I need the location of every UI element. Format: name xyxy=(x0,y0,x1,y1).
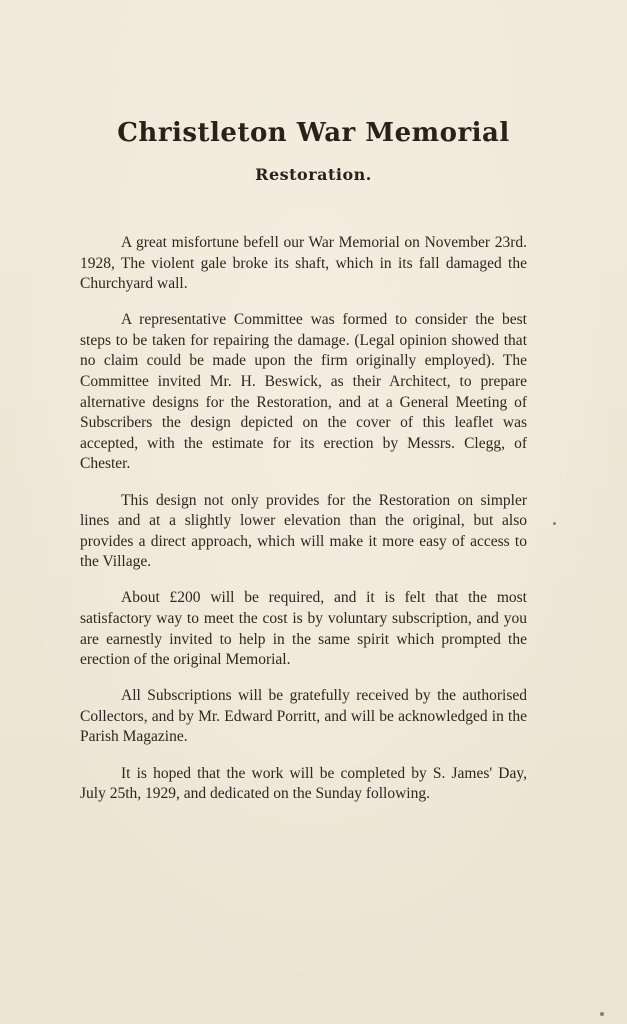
leaflet-body xyxy=(80,233,527,820)
paragraph: It is hoped that the work will be completed by S. James' Day, July 25th, 1929, and dedicated on the Sunday following. xyxy=(80,764,527,803)
paper-speck xyxy=(553,522,556,525)
paragraph: All Subscriptions will be gratefully received by the authorised Collectors, and by Mr. Edward Porritt, and will be acknowledged in the Parish Magazine. xyxy=(80,687,527,746)
paragraph: A representative Committee was formed to consider the best steps to be taken for repairing the damage. (Legal opinion showed that no claim could be made upon the firm originally employed). The Committee invited Mr. H. Beswick, as their Architect, to prepare alternative designs for the Restoration, and at a General Meeting of Subscribers the design depicted on the cover of this leaflet was accepted, with the estimate for its erection by Messrs. Clegg, of Chester. xyxy=(80,311,527,473)
page-title: Christleton War Memorial xyxy=(117,118,510,148)
paper-speck xyxy=(600,1012,604,1016)
paragraph: This design not only provides for the Restoration on simpler lines and at a slightly lower elevation than the original, but also provides a direct approach, which will make it more easy of access to the Village. xyxy=(80,491,527,571)
page-subtitle: Restoration. xyxy=(255,165,372,184)
paragraph: A great misfortune befell our War Memorial on November 23rd. 1928, The violent gale broke its shaft, which in its fall damaged the Churchyard wall. xyxy=(80,234,527,293)
paragraph: About £200 will be required, and it is felt that the most satisfactory way to meet the cost is by voluntary subscription, and you are earnestly invited to help in the same spirit which prompted the erection of the original Memorial. xyxy=(80,589,527,669)
